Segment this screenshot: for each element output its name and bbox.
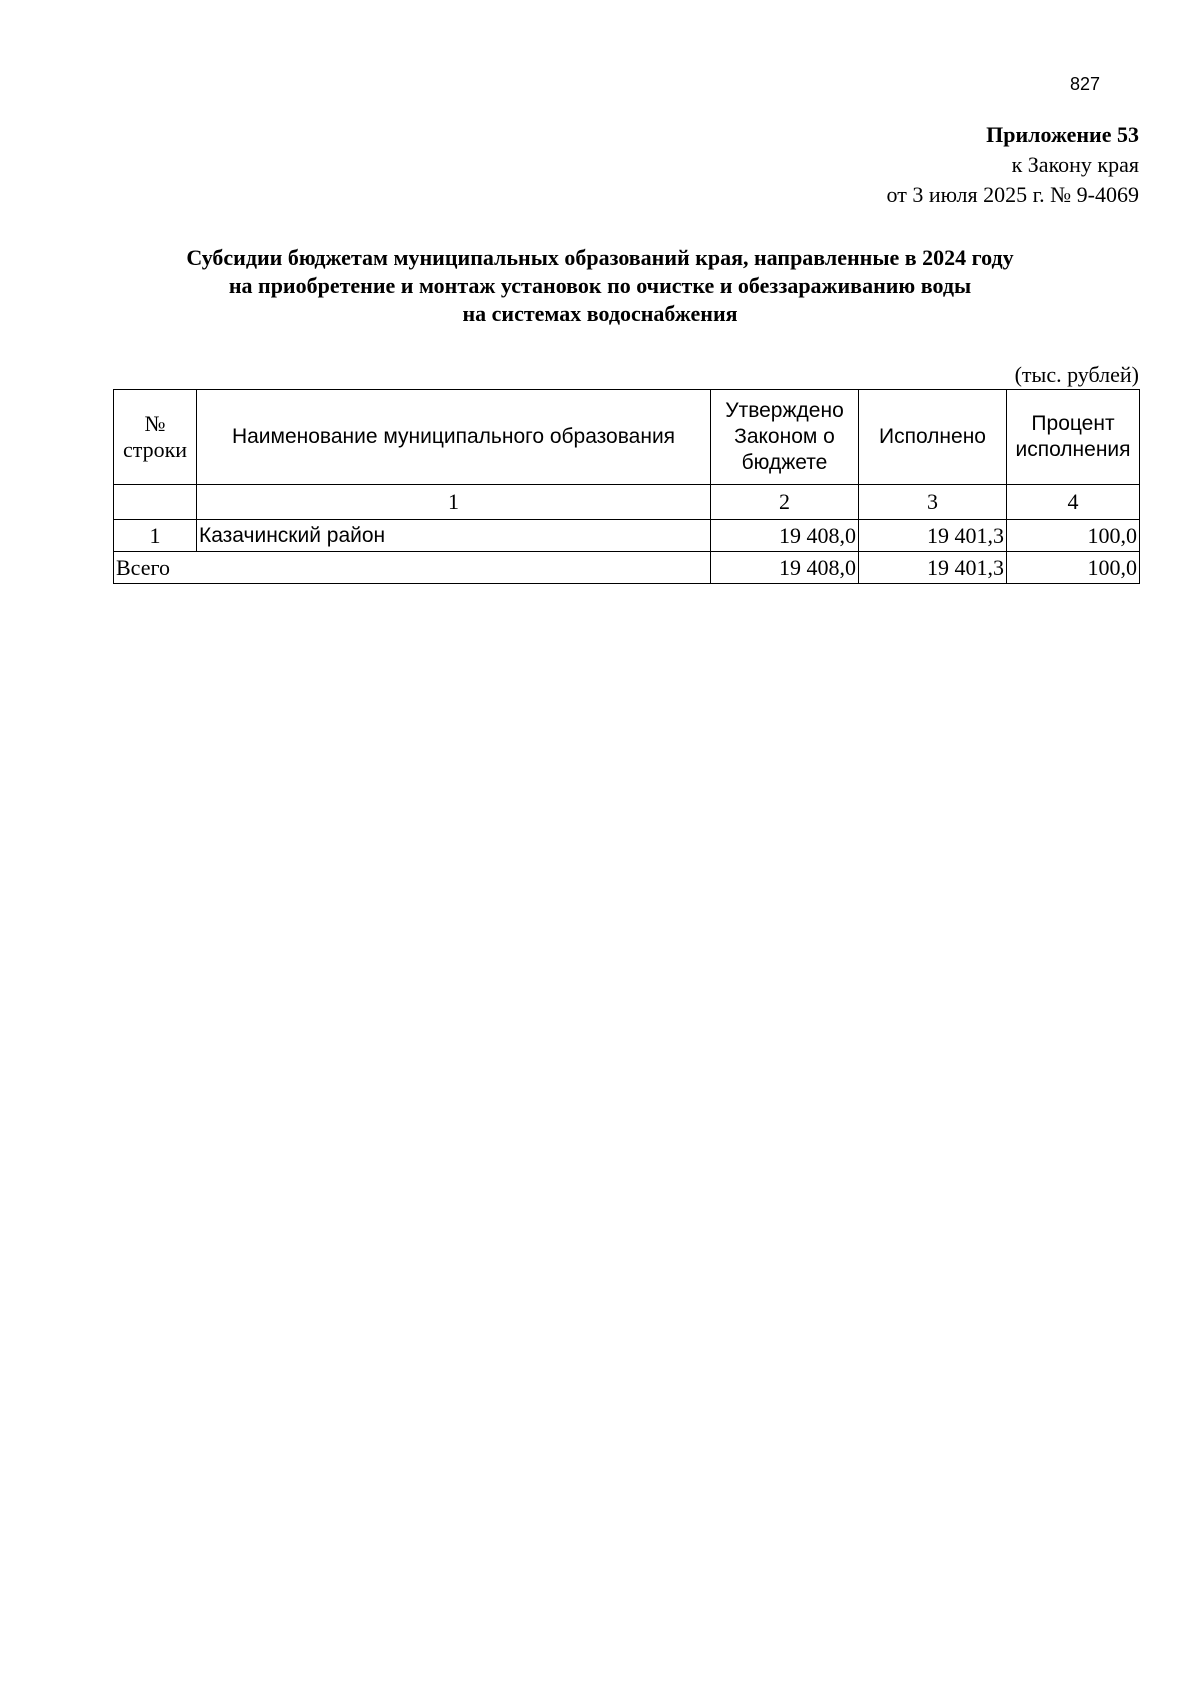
header-percent-line-1: Процент bbox=[1031, 412, 1115, 435]
total-executed-amount: 19 401,3 bbox=[859, 552, 1007, 584]
column-number-empty bbox=[114, 485, 197, 520]
approved-amount: 19 408,0 bbox=[711, 520, 859, 552]
header-percent-line-2: исполнения bbox=[1015, 438, 1131, 461]
appendix-block bbox=[887, 120, 1139, 210]
column-number-4: 4 bbox=[1007, 485, 1140, 520]
total-approved-amount: 19 408,0 bbox=[711, 552, 859, 584]
municipality-name: Казачинский район bbox=[197, 520, 711, 552]
header-approved-line-2: Законом о bbox=[734, 425, 835, 448]
header-percent bbox=[1007, 390, 1140, 485]
header-approved bbox=[711, 390, 859, 485]
row-number: 1 bbox=[114, 520, 197, 552]
column-number-2: 2 bbox=[711, 485, 859, 520]
column-number-3: 3 bbox=[859, 485, 1007, 520]
document-title-line-2: на приобретение и монтаж установок по очистке и обеззараживанию воды bbox=[228, 273, 972, 298]
units-label: (тыс. рублей) bbox=[1014, 362, 1139, 387]
table-column-numbers-row bbox=[114, 485, 1140, 520]
total-label: Всего bbox=[114, 552, 711, 584]
appendix-title: Приложение 53 bbox=[986, 122, 1139, 147]
total-execution-percent: 100,0 bbox=[1007, 552, 1140, 584]
header-row-number-line-2: строки bbox=[122, 437, 188, 462]
appendix-law-date: от 3 июля 2025 г. № 9-4069 bbox=[886, 182, 1139, 207]
document-title bbox=[100, 244, 1100, 328]
header-row-number bbox=[114, 390, 197, 485]
table-total-row bbox=[114, 552, 1140, 584]
executed-amount: 19 401,3 bbox=[859, 520, 1007, 552]
execution-percent: 100,0 bbox=[1007, 520, 1140, 552]
header-municipality-name: Наименование муниципального образования bbox=[197, 390, 711, 485]
header-row-number-line-1: № bbox=[144, 411, 166, 436]
page-number: 827 bbox=[1069, 74, 1100, 94]
document-title-line-1: Субсидии бюджетам муниципальных образований края, направленные в 2024 году bbox=[186, 245, 1014, 270]
header-executed: Исполнено bbox=[859, 390, 1007, 485]
table-header-row bbox=[114, 390, 1140, 485]
header-approved-line-1: Утверждено bbox=[725, 399, 844, 422]
document-title-line-3: на системах водоснабжения bbox=[462, 301, 738, 326]
subsidy-table bbox=[113, 389, 1140, 584]
table-row bbox=[114, 520, 1140, 552]
appendix-law-reference: к Закону края bbox=[1011, 152, 1139, 177]
column-number-1: 1 bbox=[197, 485, 711, 520]
header-approved-line-3: бюджете bbox=[741, 451, 828, 474]
